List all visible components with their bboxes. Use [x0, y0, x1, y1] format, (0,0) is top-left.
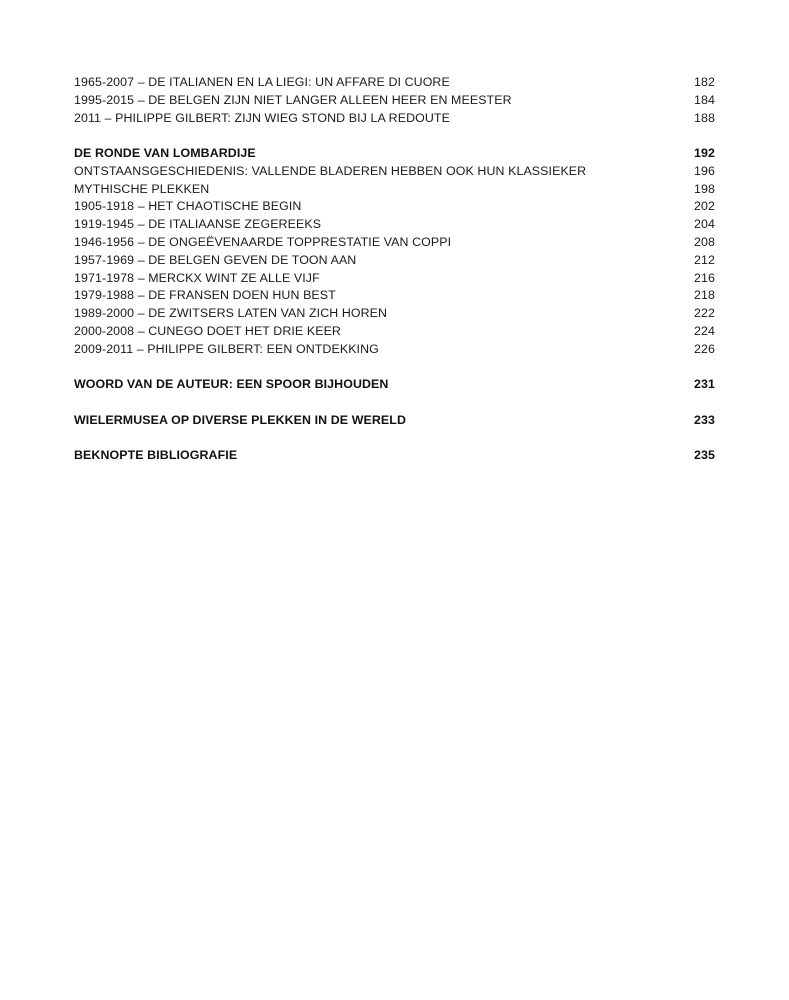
toc-section-woord-van-de-auteur — [74, 376, 715, 394]
toc-entry-title: 1989-2000 – DE ZWITSERS LATEN VAN ZICH HOREN — [74, 306, 388, 321]
toc-heading-page: 233 — [694, 412, 715, 427]
toc-heading — [74, 376, 715, 394]
toc-entry-page: 216 — [694, 270, 715, 285]
toc-section-lombardije — [74, 145, 715, 359]
toc-entry — [74, 341, 715, 359]
toc-entry-page: 208 — [694, 234, 715, 249]
toc-entry-title: 2000-2008 – CUNEGO DOET HET DRIE KEER — [74, 323, 341, 338]
toc-section-bibliografie — [74, 447, 715, 465]
toc-entry-title: 2011 – PHILIPPE GILBERT: ZIJN WIEG STOND BIJ LA REDOUTE — [74, 110, 450, 125]
toc-heading-title: DE RONDE VAN LOMBARDIJE — [74, 145, 256, 160]
toc-entry-title: ONTSTAANSGESCHIEDENIS: VALLENDE BLADEREN HEBBEN OOK HUN KLASSIEKER — [74, 163, 587, 178]
toc-entry — [74, 92, 715, 110]
toc-entry-page: 182 — [694, 75, 715, 89]
toc-heading — [74, 145, 715, 163]
toc-entry — [74, 270, 715, 288]
toc-entry — [74, 181, 715, 199]
toc-entry-page: 212 — [694, 252, 715, 267]
toc-heading-page: 231 — [694, 377, 715, 392]
toc-entry-page: 198 — [694, 181, 715, 196]
toc-heading-title: BEKNOPTE BIBLIOGRAFIE — [74, 447, 238, 462]
toc-section-wielermusea — [74, 412, 715, 430]
toc-entry-title: 1919-1945 – DE ITALIAANSE ZEGEREEKS — [74, 217, 322, 232]
table-of-contents — [74, 74, 715, 465]
toc-entry-title: 1979-1988 – DE FRANSEN DOEN HUN BEST — [74, 288, 336, 303]
toc-entry-title: MYTHISCHE PLEKKEN — [74, 181, 210, 196]
toc-entry-title: 1957-1969 – DE BELGEN GEVEN DE TOON AAN — [74, 252, 357, 267]
toc-heading-page: 192 — [694, 145, 715, 160]
toc-entry — [74, 74, 715, 92]
toc-entry-page: 184 — [694, 92, 715, 107]
toc-entry-title: 1965-2007 – DE ITALIANEN EN LA LIEGI: UN AFFARE DI CUORE — [74, 75, 450, 89]
toc-entry-title: 1971-1978 – MERCKX WINT ZE ALLE VIJF — [74, 270, 320, 285]
toc-entry — [74, 234, 715, 252]
toc-section-liege — [74, 74, 715, 127]
toc-heading — [74, 412, 715, 430]
toc-entry — [74, 198, 715, 216]
toc-entry-page: 226 — [694, 341, 715, 356]
toc-entry-page: 204 — [694, 217, 715, 232]
toc-entry — [74, 305, 715, 323]
toc-entry-title: 2009-2011 – PHILIPPE GILBERT: EEN ONTDEKKING — [74, 341, 379, 356]
toc-entry-title: 1905-1918 – HET CHAOTISCHE BEGIN — [74, 199, 302, 214]
toc-heading-title: WOORD VAN DE AUTEUR: EEN SPOOR BIJHOUDEN — [74, 377, 389, 392]
toc-heading — [74, 447, 715, 465]
toc-entry-page: 188 — [694, 110, 715, 125]
toc-entry-title: 1995-2015 – DE BELGEN ZIJN NIET LANGER ALLEEN HEER EN MEESTER — [74, 92, 512, 107]
toc-entry-page: 222 — [694, 306, 715, 321]
toc-heading-page: 235 — [694, 447, 715, 462]
toc-heading-title: WIELERMUSEA OP DIVERSE PLEKKEN IN DE WERELD — [74, 412, 406, 427]
toc-entry — [74, 163, 715, 181]
toc-entry — [74, 287, 715, 305]
toc-entry-title: 1946-1956 – DE ONGEËVENAARDE TOPPRESTATIE VAN COPPI — [74, 234, 452, 249]
toc-entry — [74, 323, 715, 341]
toc-entry — [74, 252, 715, 270]
toc-entry-page: 224 — [694, 323, 715, 338]
toc-entry-page: 218 — [694, 288, 715, 303]
toc-entry — [74, 110, 715, 128]
toc-entry-page: 196 — [694, 163, 715, 178]
toc-entry-page: 202 — [694, 199, 715, 214]
toc-entry — [74, 216, 715, 234]
